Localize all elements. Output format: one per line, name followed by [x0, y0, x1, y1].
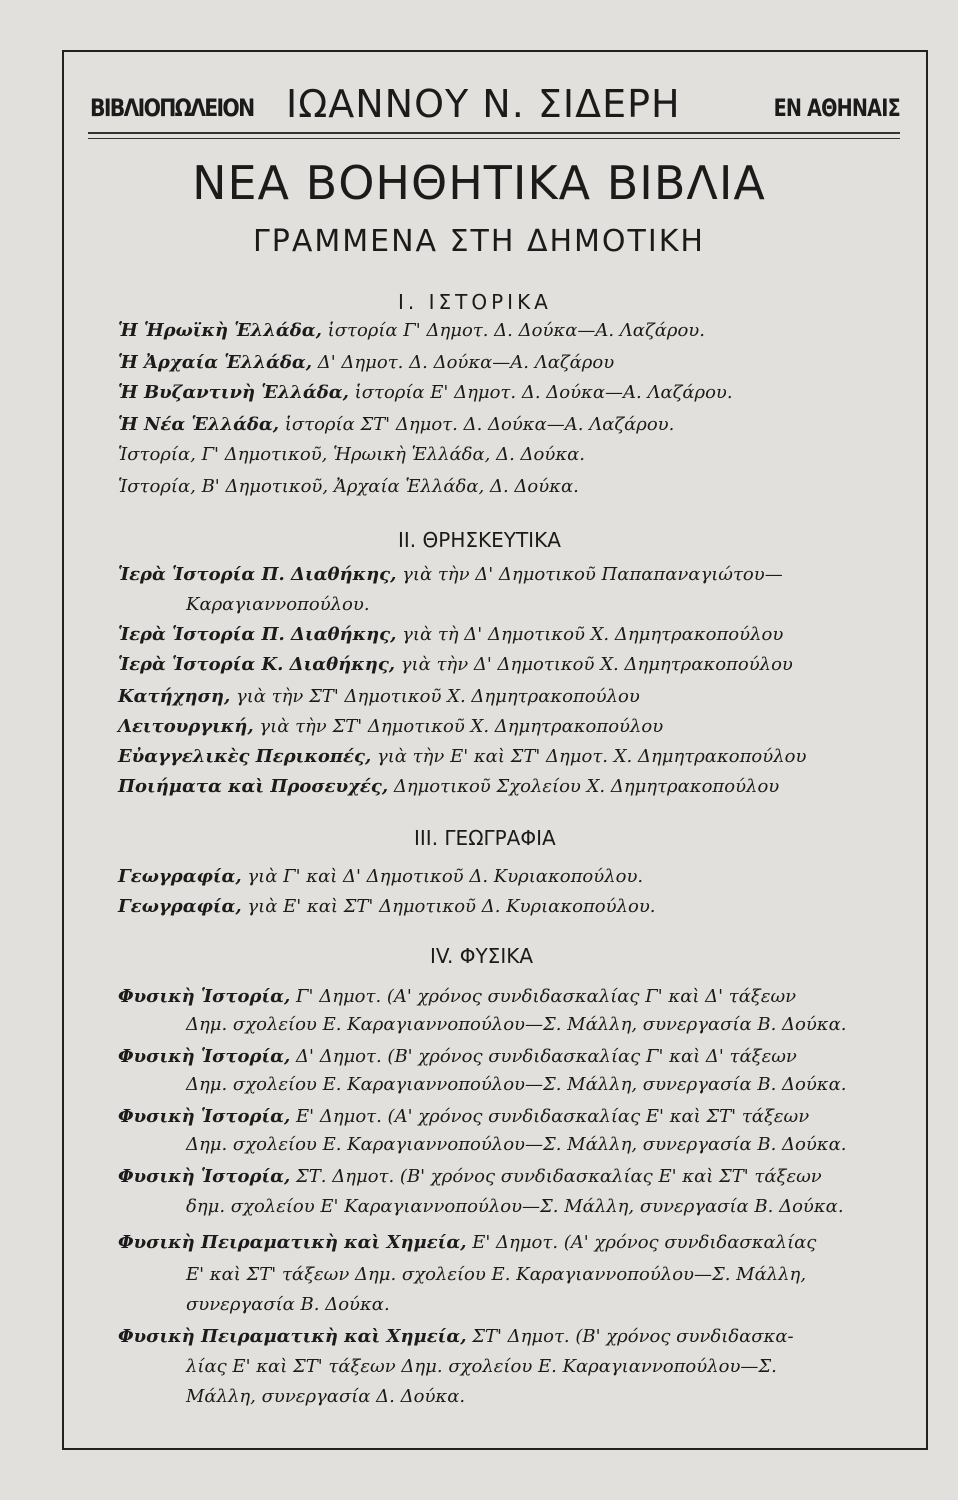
list-item-continuation: συνεργασία Β. Δούκα. — [186, 1294, 390, 1315]
header-rule-thin — [88, 138, 900, 139]
list-item: Ἡ Νέα Ἑλλάδα, ἱστορία ΣΤ' Δημοτ. Δ. Δούκα—Α. Λαζάρου. — [118, 414, 675, 435]
list-item-continuation: Δημ. σχολείου Ε. Καραγιαννοπούλου—Σ. Μάλλη, συνεργασία Β. Δούκα. — [186, 1074, 847, 1095]
list-item: Φυσικὴ Πειραματικὴ καὶ Χημεία, ΣΤ' Δημοτ. (Β' χρόνος συνδιδασκα- — [118, 1326, 794, 1347]
list-item: Ἱερὰ Ἱστορία Κ. Διαθήκης, γιὰ τὴν Δ' Δημοτικοῦ Χ. Δημητρακοπούλου — [118, 654, 793, 675]
list-item: Ἡ Ἀρχαία Ἑλλάδα, Δ' Δημοτ. Δ. Δούκα—Α. Λαζάρου — [118, 352, 615, 373]
header-location: ΕΝ ΑΘΗΝΑΙΣ — [773, 94, 900, 122]
list-item: Εὐαγγελικὲς Περικοπές, γιὰ τὴν Ε' καὶ ΣΤ' Δημοτ. Χ. Δημητρακοπούλου — [118, 746, 807, 767]
section-heading-physics: IV. ΦΥΣΙΚΑ — [430, 944, 534, 968]
list-item-continuation: Μάλλη, συνεργασία Δ. Δούκα. — [186, 1386, 466, 1407]
list-item: Φυσικὴ Ἱστορία, Ε' Δημοτ. (Α' χρόνος συνδιδασκαλίας Ε' καὶ ΣΤ' τάξεων — [118, 1106, 810, 1127]
list-item: Ἡ Βυζαντινὴ Ἑλλάδα, ἱστορία Ε' Δημοτ. Δ. Δούκα—Α. Λαζάρου. — [118, 382, 733, 403]
section-heading-religion: ΙΙ. ΘΡΗΣΚΕΥΤΙΚΑ — [398, 528, 561, 552]
list-item-continuation: λίας Ε' καὶ ΣΤ' τάξεων Δημ. σχολείου Ε. Καραγιαννοπούλου—Σ. — [186, 1356, 777, 1377]
list-item: Ποιήματα καὶ Προσευχές, Δημοτικοῦ Σχολείου Χ. Δημητρακοπούλου — [118, 776, 780, 797]
list-item-continuation: δημ. σχολείου Ε' Καραγιαννοπούλου—Σ. Μάλλη, συνεργασία Β. Δούκα. — [186, 1196, 844, 1217]
header-rule — [88, 132, 900, 134]
list-item-continuation: Δημ. σχολείου Ε. Καραγιαννοπούλου—Σ. Μάλλη, συνεργασία Β. Δούκα. — [186, 1134, 847, 1155]
list-item: Ἱερὰ Ἱστορία Π. Διαθήκης, γιὰ τὴ Δ' Δημοτικοῦ Χ. Δημητρακοπούλου — [118, 624, 784, 645]
list-item-continuation: Δημ. σχολείου Ε. Καραγιαννοπούλου—Σ. Μάλλη, συνεργασία Β. Δούκα. — [186, 1014, 847, 1035]
list-item: Γεωγραφία, γιὰ Ε' καὶ ΣΤ' Δημοτικοῦ Δ. Κυριακοπούλου. — [118, 896, 656, 917]
list-item: Λειτουργική, γιὰ τὴν ΣΤ' Δημοτικοῦ Χ. Δημητρακοπούλου — [118, 716, 664, 737]
list-item: Φυσικὴ Ἱστορία, ΣΤ. Δημοτ. (Β' χρόνος συνδιδασκαλίας Ε' καὶ ΣΤ' τάξεων — [118, 1166, 822, 1187]
section-heading-geography: ΙΙΙ. ΓΕΩΓΡΑΦΙΑ — [414, 826, 556, 850]
list-item: Ἡ Ἡρωϊκὴ Ἑλλάδα, ἱστορία Γ' Δημοτ. Δ. Δούκα—Α. Λαζάρου. — [118, 320, 705, 341]
section-heading-history: Ι. ΙΣΤΟΡΙΚΑ — [398, 290, 552, 314]
list-item: Ἱστορία, Γ' Δημοτικοῦ, Ἡρωικὴ Ἑλλάδα, Δ. Δούκα. — [118, 444, 586, 465]
list-item: Φυσικὴ Πειραματικὴ καὶ Χημεία, Ε' Δημοτ. (Α' χρόνος συνδιδασκαλίας — [118, 1232, 817, 1253]
page-subtitle: ΓΡΑΜΜΕΝΑ ΣΤΗ ΔΗΜΟΤΙΚΗ — [253, 224, 705, 259]
list-item: Κατήχηση, γιὰ τὴν ΣΤ' Δημοτικοῦ Χ. Δημητρακοπούλου — [118, 686, 640, 707]
header-bookstore: ΒΙΒΛΙΟΠΩΛΕΙΟΝ — [90, 94, 254, 122]
list-item-continuation: Καραγιαννοπούλου. — [186, 594, 370, 615]
header-publisher-name: ΙΩΑΝΝΟΥ Ν. ΣΙΔΕΡΗ — [286, 82, 681, 126]
list-item: Φυσικὴ Ἱστορία, Γ' Δημοτ. (Α' χρόνος συνδιδασκαλίας Γ' καὶ Δ' τάξεων — [118, 986, 797, 1007]
list-item: Φυσικὴ Ἱστορία, Δ' Δημοτ. (Β' χρόνος συνδιδασκαλίας Γ' καὶ Δ' τάξεων — [118, 1046, 797, 1067]
list-item: Ἱερὰ Ἱστορία Π. Διαθήκης, γιὰ τὴν Δ' Δημοτικοῦ Παπαπαναγιώτου— — [118, 564, 783, 585]
publisher-header — [90, 80, 900, 130]
list-item: Γεωγραφία, γιὰ Γ' καὶ Δ' Δημοτικοῦ Δ. Κυριακοπούλου. — [118, 866, 644, 887]
list-item-continuation: Ε' καὶ ΣΤ' τάξεων Δημ. σχολείου Ε. Καραγιαννοπούλου—Σ. Μάλλη, — [186, 1264, 807, 1285]
page-title: ΝΕΑ ΒΟΗΘΗΤΙΚΑ ΒΙΒΛΙΑ — [192, 156, 766, 210]
list-item: Ἱστορία, Β' Δημοτικοῦ, Ἀρχαία Ἑλλάδα, Δ. Δούκα. — [118, 476, 579, 497]
